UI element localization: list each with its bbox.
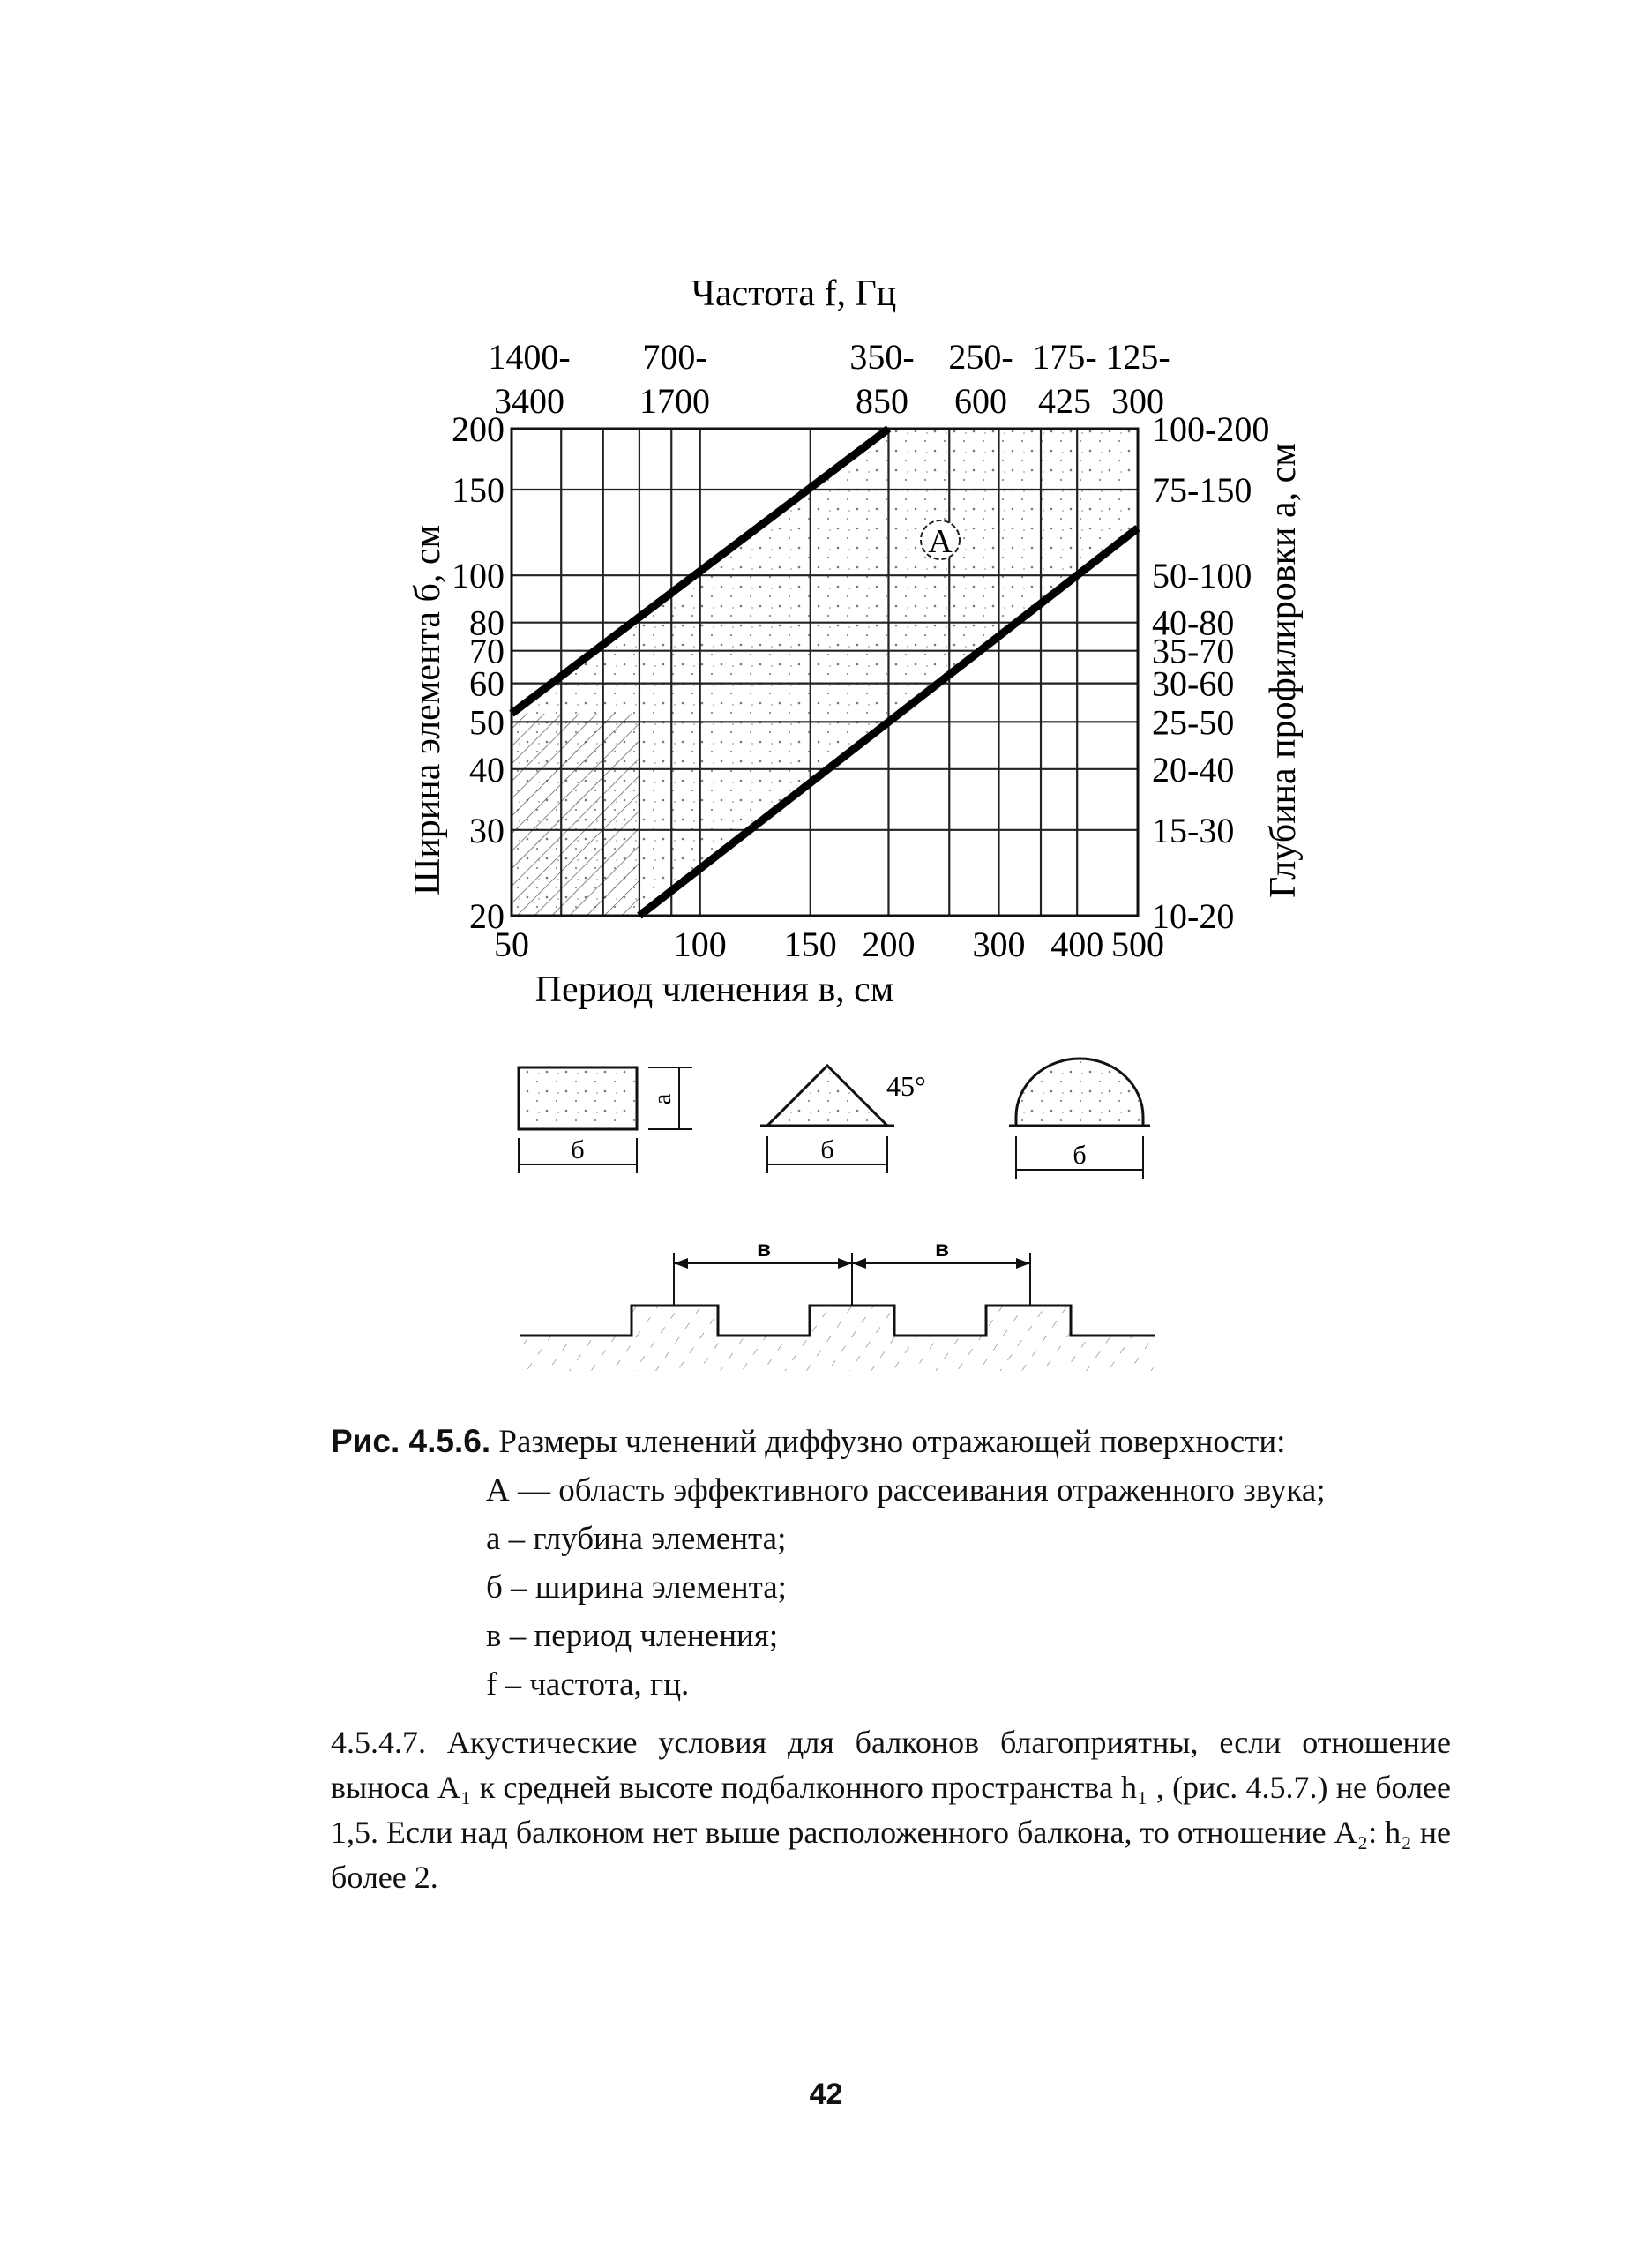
x-axis-label: Период членения в, см [534, 970, 894, 1010]
right-tick-label: 25-50 [1152, 702, 1235, 743]
top-axis-label: 250-600 [948, 337, 1013, 421]
right-tick-label: 50-100 [1152, 556, 1252, 596]
x-tick-label: 150 [783, 925, 837, 964]
legend-item: f – частота, гц. [486, 1666, 690, 1703]
right-tick-label: 30-60 [1152, 663, 1235, 704]
top-axis-label: 700-1700 [639, 337, 710, 421]
periodic-surface [519, 1235, 1155, 1371]
top-axis-label: 1400-3400 [488, 337, 571, 421]
x-tick-label: 300 [972, 925, 1026, 964]
bottom-axis-ticks [494, 925, 1164, 964]
y-tick-label: 50 [469, 702, 505, 743]
x-tick-label: 100 [673, 925, 727, 964]
figure-caption [331, 1417, 1477, 1709]
body-paragraph [331, 1720, 1451, 1900]
right-tick-label: 40-80 [1152, 603, 1235, 643]
caption-lead: Рис. 4.5.6. [331, 1423, 491, 1459]
right-tick-label: 20-40 [1152, 749, 1235, 790]
legend-item: А — область эффективного рассеивания отраженного звука; [486, 1472, 1326, 1509]
y-tick-label: 200 [452, 409, 505, 449]
top-axis-label: 125-300 [1105, 337, 1170, 421]
caption-title: Размеры членений диффузно отражающей поверхности: [490, 1424, 1286, 1460]
left-axis-ticks [452, 409, 505, 936]
right-axis-ticks [1152, 409, 1269, 936]
right-tick-label: 10-20 [1152, 896, 1235, 936]
region-a-label: A [928, 523, 953, 560]
right-tick-label: 75-150 [1152, 469, 1252, 510]
width-label-triangle: б [820, 1135, 834, 1164]
triangular-profile [760, 1066, 926, 1173]
legend-item: б – ширина элемента; [486, 1569, 787, 1606]
y-tick-label: 30 [469, 810, 505, 850]
hatched-region [512, 714, 639, 916]
caption-legend [331, 1466, 1477, 1709]
y-tick-label: 70 [469, 631, 505, 671]
legend-item: в – период членения; [486, 1618, 779, 1654]
depth-label: а [649, 1093, 676, 1105]
x-tick-label: 50 [494, 925, 529, 964]
y-tick-label: 40 [469, 749, 505, 790]
page-number: 42 [809, 2078, 843, 2111]
angle-label: 45° [886, 1070, 926, 1102]
paragraph-text: 4.5.4.7. Акустические условия для балконов благоприятны, если отношение выноса А₁ к средней высоте подбалконного пространства h₁ , (рис. 4.5.7.) не более 1,5. Если над балконом нет выше расположенного балкона, то отношение А₂: h₂ не более 2. [331, 1725, 1451, 1895]
y-tick-label: 100 [452, 556, 505, 596]
legend-item: а – глубина элемента; [486, 1521, 787, 1557]
top-axis-label: 350-850 [849, 337, 915, 421]
y-tick-label: 150 [452, 469, 505, 510]
y-tick-label: 60 [469, 663, 505, 704]
y-axis-label-right: Глубина профилировки а, см [1263, 443, 1304, 898]
top-axis-label: 175-425 [1032, 337, 1097, 421]
top-axis-labels [488, 337, 1170, 421]
right-tick-label: 35-70 [1152, 631, 1235, 671]
segmental-profile [1009, 1059, 1150, 1179]
period-label-1: в [757, 1235, 771, 1262]
x-tick-label: 200 [862, 925, 916, 964]
width-label-rect: б [571, 1135, 585, 1164]
y-tick-label: 80 [469, 603, 505, 643]
x-tick-label: 500 [1111, 925, 1164, 964]
period-label-2: в [935, 1235, 949, 1262]
width-label-segment: б [1073, 1141, 1087, 1170]
y-tick-label: 20 [469, 896, 505, 936]
chart-title: Частота f, Гц [691, 273, 897, 314]
right-tick-label: 15-30 [1152, 810, 1235, 850]
x-tick-label: 400 [1050, 925, 1104, 964]
rectangular-profile [519, 1067, 692, 1173]
y-axis-label-left: Ширина элемента б, см [407, 524, 448, 896]
right-tick-label: 100-200 [1152, 409, 1270, 449]
